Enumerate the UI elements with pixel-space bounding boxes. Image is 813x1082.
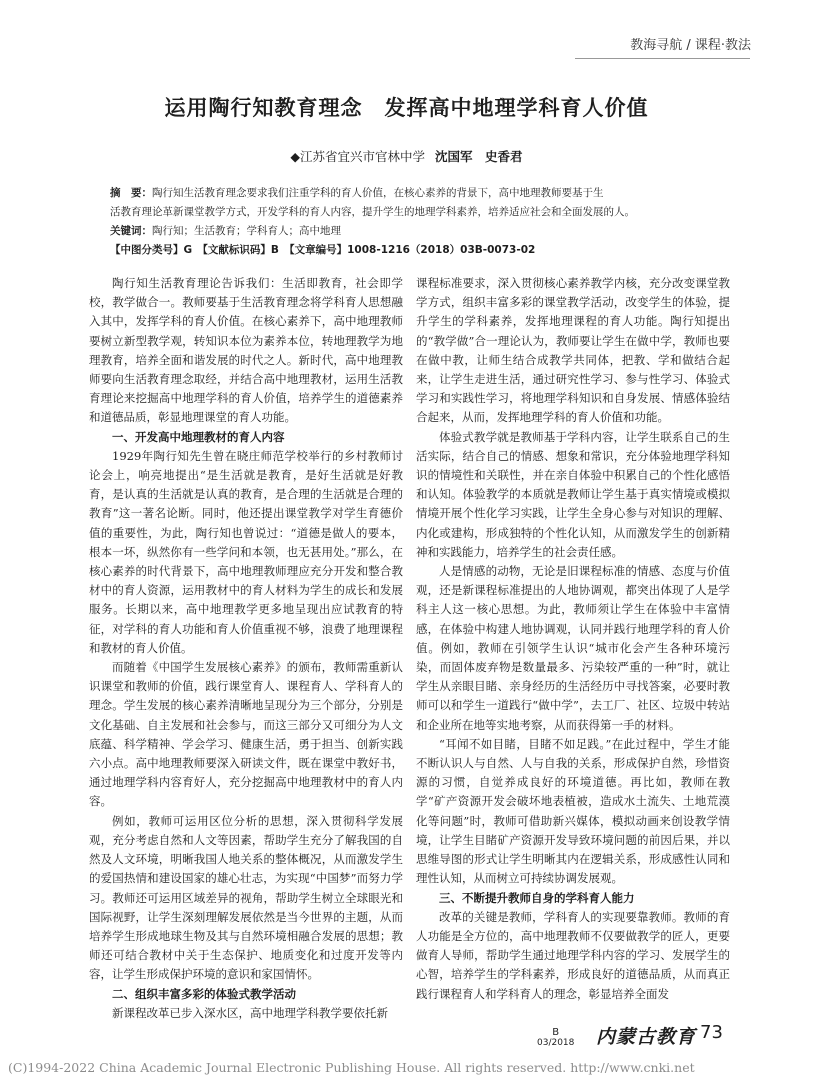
paragraph: 课程标准要求，深入贯彻核心素养教学内核，充分改变课堂教学方式，组织丰富多彩的课堂教学活动，改变学生的体验，提升学生的学科素养，发挥地理课程的育人功能。陶行知提出的“教学做”合一理论认为，教师要让学生在做中学，教师也要在做中教，让师生结合成教学共同体，把教、学和做结合起来，让学生走进生活，通过研究性学习、参与性学习、体验式学习和实践性学习，将地理学科知识和自身发展、情感体验结合起来，从而，发挥地理学科的育人价值和功能。 [416,276,730,425]
abstract-label: 摘 要： [110,187,152,199]
article-title: 运用陶行知教育理念 发挥高中地理学科育人价值 [164,96,649,120]
abstract [110,184,730,203]
paragraph: 例如，教师可运用区位分析的思想，深入贯彻科学发展观，充分考虑自然和人文等因素，帮助学生充分了解我国的自然及人文环境，明晰我国人地关系的整体概况，从而激发学生的爱国热情和建设国家的雄心壮志，为实现“中国梦”而努力学习。教师还可运用区域差异的视角，帮助学生树立全球眼光和国际视野，让学生深刻理解发展依然是当今世界的主题，从而培养学生形成地球生物及其与自然环境相融合发展的思想；教师还可结合教材中关于生态保护、地质变化和过度开发等内容，让学生形成保护环境的意识和家国情怀。 [89,813,403,982]
issue-info [537,1027,574,1048]
issue-letter: B [552,1027,560,1038]
author-affiliation: ◆江苏省宜兴市官林中学 [290,149,426,164]
keywords [110,222,730,241]
abstract-line-2: 活教育理论革新课堂教学方式，开发学科的育人内容，提升学生的地理学科素养，培养适应社会和全面发展的人。 [110,206,635,218]
paragraph: 改革的关键是教师，学科育人的实现要靠教师。教师的育人功能是全方位的，高中地理教师不仅要做教学的匠人，更要做育人导师，帮助学生通过地理学科内容的学习、发展学生的心智，培养学生的学科素养，形成良好的道德品质，从而真正践行课程育人和学科育人的理念，彰显培养全面发 [416,909,730,1001]
paragraph: 而随着《中国学生发展核心素养》的颁布，教师需重新认识课堂和教师的价值，践行课堂育人、课程育人、学科育人的理念。学生发展的核心素养清晰地呈现分为三个部分，分别是文化基础、自主发展和社会参与，而这三部分又可细分为人文底蕴、科学精神、学会学习、健康生活，勇于担当、创新实践六小点。高中地理教师要深入研读文件，既在课堂中教好书，通过地理学科内容育好人，充分挖掘高中地理教材中的育人内容。 [89,660,403,809]
paragraph: 新课程改革已步入深水区，高中地理学科教学要依托新 [112,1005,388,1020]
copyright-watermark: (C)1994-2022 China Academic Journal Electronic Publishing House. All rights reserved. http://www.cnki.net [8,1060,695,1075]
header-divider [575,58,750,59]
paragraph: “耳闻不如目睹，目睹不如足践。”在此过程中，学生才能不断认识人与自然、人与自我的关系，形成保护自然，珍惜资源的习惯，自觉养成良好的环境道德。再比如，教师在教学“矿产资源开发会破坏地表植被，造成水土流失、土地荒漠化等问题”时，教师可借助新兴媒体，模拟动画来创设教学情境，让学生目睹矿产资源开发导致环境问题的前因后果，并以思维导图的形式让学生明晰其内在逻辑关系，形成感性认同和理性认知，从而树立可持续协调发展观。 [416,736,730,886]
keywords-label: 关键词： [110,225,152,237]
issue-number: 03/2018 [537,1038,575,1048]
paragraph: 陶行知生活教育理论告诉我们：生活即教育，社会即学校，教学做合一。教师要基于生活教育理念将学科育人思想融入其中，发挥学科的育人价值。在核心素养下，高中地理教师要树立新型教学观，转知识本位为素养本位，转地理教学为地理教育，培养全面和谐发展的时代之人。新时代，高中地理教师要向生活教育理念取经，并结合高中地理教材，运用生活教育理论来挖掘高中地理学科的育人价值，培养学生的道德素养和道德品质，彰显地理课堂的育人功能。 [89,276,403,425]
paragraph: 人是情感的动物，无论是旧课程标准的情感、态度与价值观，还是新课程标准提出的人地协调观，都突出体现了人是学科主人这一核心思想。为此，教师须让学生在体验中丰富情感，在体验中构建人地协调观，认同并践行地理学科的育人价值。例如，教师在引领学生认识“城市化会产生各种环境污染，而固体废弃物是数量最多、污染较严重的一种”时，就让学生从亲眼目睹、亲身经历的生活经历中寻找答案，必要时教师可以和学生一道践行“做中学”，去工厂、社区、垃圾中转站和企业所在地等实地考察，从而获得第一手的材料。 [416,564,730,732]
article-meta [110,184,730,260]
page-number: 73 [700,1022,723,1043]
paragraph: 1929年陶行知先生曾在晓庄师范学校举行的乡村教师讨论会上，响亮地提出“是生活就是教育，是好生活就是好教育，是认真的生活就是认真的教育，是合理的生活就是合理的教育”这一著名论断。同时，他还提出课堂教学对学生育德价值的重要性，为此，陶行知也曾说过：“道德是做人的要本，根本一坏，纵然你有一些学问和本领，也无甚用处。”那么，在核心素养的时代背景下，高中地理教师理应充分开发和整合教材中的育人资源，运用教材中的育人材料为学生的成长和发展服务。长期以来，高中地理教学更多地呈现出应试教育的特征，对学科的育人功能和育人价值重视不够，浪费了地理课程和教材的育人价值。 [89,448,403,655]
section-heading: 三、不断提升教师自身的学科育人能力 [439,890,635,905]
section-heading: 一、开发高中地理教材的育人内容 [112,429,285,444]
keywords-text: 陶行知；生活教育；学科育人；高中地理 [152,225,341,237]
author-line [0,147,813,165]
classification-line: 【中图分类号】G 【文献标识码】B 【文章编号】1008-1216（2018）03B-0073-02 [110,244,536,256]
author-names: 沈国军 史香君 [435,149,523,164]
running-header: 教海寻航 / 课程·教法 [630,38,751,53]
paragraph: 体验式教学就是教师基于学科内容，让学生联系自己的生活实际，结合自己的情感、想象和常识，充分体验地理学科知识的情境性和关联性，并在亲自体验中积累自己的个性化感悟和认知。体验教学的本质就是教师让学生基于真实情境或模拟情境开展个性化学习实践，让学生全身心参与对知识的理解、内化或建构，形成独特的个性化认知，从而激发学生的创新精神和实践能力，培养学生的社会责任感。 [416,429,730,559]
journal-logo: 内蒙古教育 [596,1026,697,1048]
section-heading: 二、组织丰富多彩的体验式教学活动 [112,986,296,1001]
right-column [416,274,730,1004]
left-column [89,274,403,1023]
abstract-line-1: 陶行知生活教育理念要求我们注重学科的育人价值，在核心素养的背景下，高中地理教师要基于生 [152,187,604,199]
